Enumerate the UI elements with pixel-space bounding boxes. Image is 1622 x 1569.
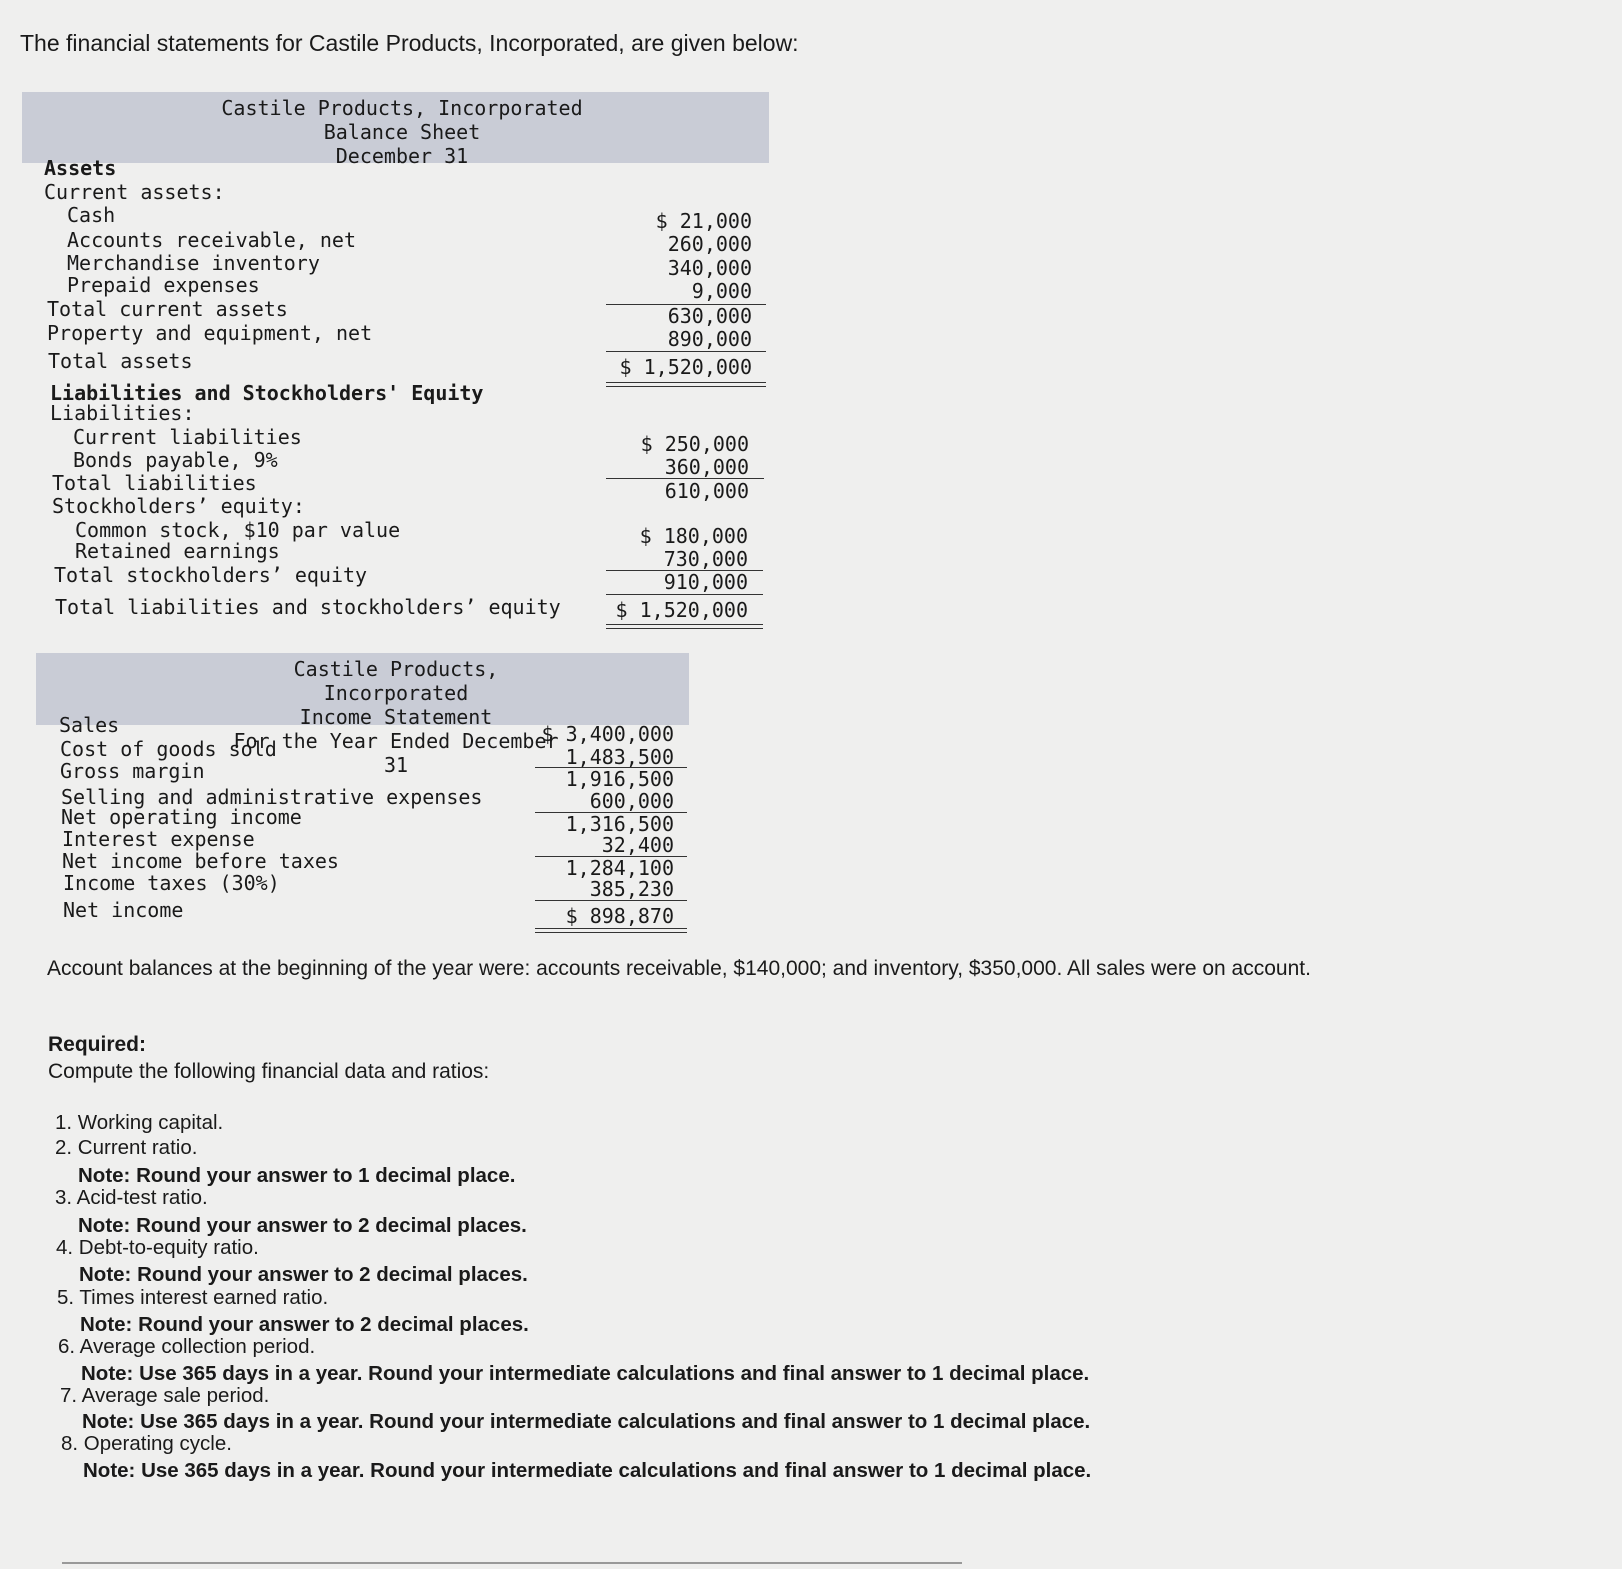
bonds-value: 360,000 (664, 455, 749, 479)
ppe-value: 890,000 (667, 327, 752, 351)
cash-value: $ 21,000 (655, 209, 752, 233)
double-rule (606, 382, 766, 387)
sga-label: Selling and administrative expenses (61, 785, 483, 809)
double-rule (606, 624, 763, 629)
cash-label: Cash (67, 203, 116, 227)
re-label: Retained earnings (75, 539, 280, 563)
rule (606, 594, 763, 595)
is-title: Income Statement (299, 705, 493, 729)
ta-value: $ 1,520,000 (619, 355, 752, 379)
tca-label: Total current assets (47, 297, 288, 321)
tl-value: 610,000 (664, 479, 749, 503)
list-item: 4. Debt-to-equity ratio. (56, 1236, 259, 1259)
nibt-label: Net income before taxes (62, 849, 339, 873)
required-subtitle: Compute the following financial data and ratios: (48, 1060, 490, 1083)
tca-value: 630,000 (667, 304, 752, 328)
ni-label: Net income (63, 898, 184, 922)
ar-value: 260,000 (667, 232, 752, 256)
list-item-note: Note: Use 365 days in a year. Round your intermediate calculations and final answer to 1 decimal place. (83, 1459, 1092, 1482)
list-item: 7. Average sale period. (60, 1384, 270, 1407)
tse-label: Total stockholders’ equity (54, 563, 368, 587)
list-item: 8. Operating cycle. (61, 1432, 232, 1455)
inventory-value: 340,000 (667, 256, 752, 280)
list-item-note: Note: Round your answer to 1 decimal place. (78, 1164, 516, 1187)
tl-label: Total liabilities (52, 471, 257, 495)
rule (535, 900, 687, 901)
tlse-label: Total liabilities and stockholders’ equity (55, 595, 561, 619)
gm-value: 1,916,500 (565, 767, 674, 791)
nibt-value: 1,284,100 (565, 856, 674, 880)
noi-label: Net operating income (61, 805, 302, 829)
ppe-label: Property and equipment, net (47, 321, 373, 345)
tse-value: 910,000 (663, 570, 748, 594)
ar-label: Accounts receivable, net (67, 228, 356, 252)
bs-title: Balance Sheet (323, 120, 481, 144)
list-item-note: Note: Round your answer to 2 decimal places. (80, 1313, 529, 1336)
assets-heading: Assets (44, 156, 117, 180)
cl-label: Current liabilities (73, 425, 302, 449)
current-assets-heading: Current assets: (44, 180, 225, 204)
le-heading: Liabilities and Stockholders' Equity (50, 381, 484, 405)
se-heading: Stockholders’ equity: (52, 494, 305, 518)
is-company: Castile Products, Incorporated (293, 657, 499, 705)
list-item-note: Note: Use 365 days in a year. Round your intermediate calculations and final answer to 1 decimal place. (81, 1362, 1090, 1385)
bonds-label: Bonds payable, 9% (73, 448, 278, 472)
intro-text: The financial statements for Castile Products, Incorporated, are given below: (20, 30, 799, 56)
int-value: 32,400 (601, 833, 674, 857)
liabilities-heading: Liabilities: (50, 401, 195, 425)
sales-label: Sales (59, 713, 120, 737)
list-item: 6. Average collection period. (58, 1335, 316, 1358)
tax-value: 385,230 (589, 877, 674, 901)
list-item-note: Note: Use 365 days in a year. Round your intermediate calculations and final answer to 1 decimal place. (82, 1410, 1091, 1433)
list-item: 1. Working capital. (55, 1111, 224, 1134)
re-value: 730,000 (663, 547, 748, 571)
gm-label: Gross margin (60, 759, 205, 783)
tax-label: Income taxes (30%) (63, 871, 280, 895)
bs-company: Castile Products, Incorporated (221, 96, 583, 120)
required-title: Required: (48, 1033, 147, 1056)
list-item-note: Note: Round your answer to 2 decimal places. (78, 1214, 527, 1237)
list-item: 5. Times interest earned ratio. (57, 1286, 329, 1309)
cs-value: $ 180,000 (639, 524, 748, 548)
sales-value: $ 3,400,000 (541, 722, 674, 746)
cl-value: $ 250,000 (640, 432, 749, 456)
sga-value: 600,000 (589, 789, 674, 813)
double-rule (535, 928, 687, 933)
bs-date: December 31 (335, 144, 469, 168)
prepaid-label: Prepaid expenses (67, 273, 260, 297)
account-balances-note: Account balances at the beginning of the year were: accounts receivable, $140,000; and inventory, $350,000. All sales were on account. (47, 957, 1311, 980)
ta-label: Total assets (48, 349, 193, 373)
inventory-label: Merchandise inventory (67, 251, 320, 275)
is-period: For the Year Ended December 31 (233, 729, 559, 777)
divider (62, 1562, 962, 1564)
cogs-value: 1,483,500 (565, 745, 674, 769)
prepaid-value: 9,000 (691, 279, 752, 303)
list-item-note: Note: Round your answer to 2 decimal places. (79, 1263, 528, 1286)
int-label: Interest expense (62, 827, 255, 851)
list-item: 3. Acid-test ratio. (55, 1186, 208, 1209)
ni-value: $ 898,870 (565, 904, 674, 928)
noi-value: 1,316,500 (565, 812, 674, 836)
list-item: 2. Current ratio. (55, 1136, 198, 1159)
cs-label: Common stock, $10 par value (75, 518, 401, 542)
tlse-value: $ 1,520,000 (615, 598, 748, 622)
cogs-label: Cost of goods sold (60, 737, 277, 761)
rule (606, 351, 766, 352)
